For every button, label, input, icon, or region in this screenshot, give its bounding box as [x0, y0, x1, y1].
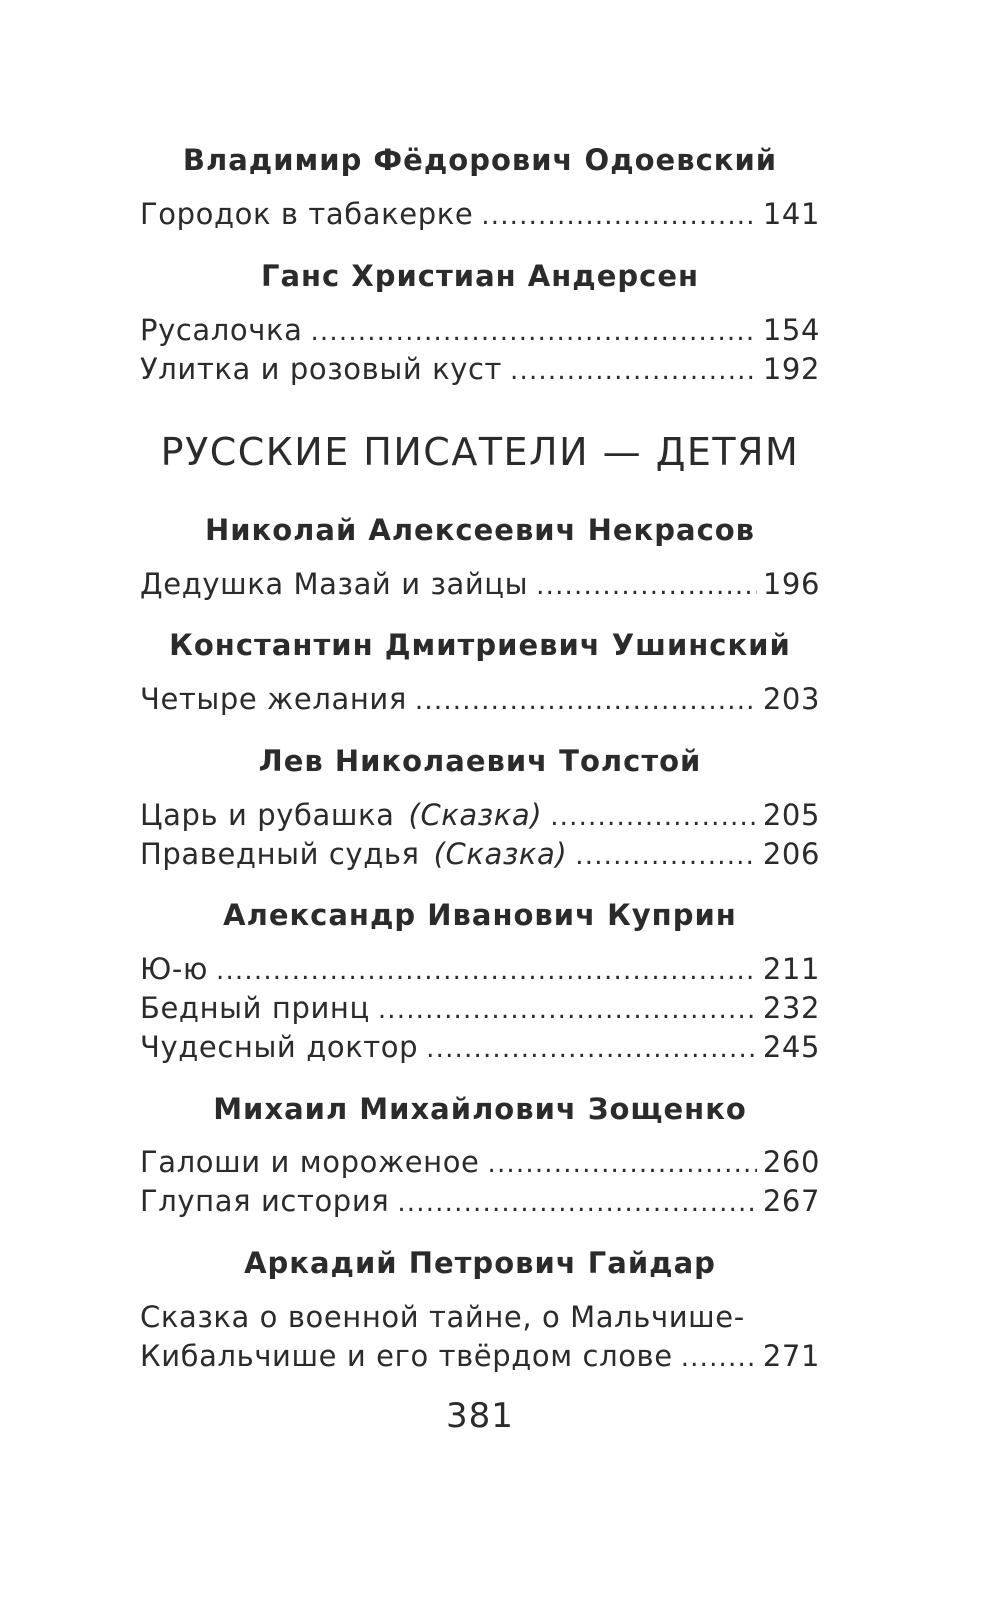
entry-title: Глупая история	[140, 1184, 390, 1218]
toc-entry[interactable]	[140, 1144, 820, 1180]
dot-leader	[426, 1031, 757, 1067]
entry-title: Дедушка Мазай и зайцы	[140, 567, 529, 601]
toc-entry[interactable]	[140, 566, 820, 602]
entry-title: Галоши и мороженое	[140, 1145, 480, 1179]
entry-page-number: 211	[762, 952, 820, 986]
entry-page-number: 260	[762, 1145, 820, 1179]
dot-leader	[536, 568, 757, 604]
entry-title: Бедный принц	[140, 991, 370, 1025]
dot-leader	[415, 683, 757, 719]
entry-title: Городок в табакерке	[140, 197, 474, 231]
entry-title: Четыре желания	[140, 682, 407, 716]
dot-leader	[575, 838, 757, 874]
author-heading: Михаил Михайлович Зощенко	[213, 1092, 747, 1126]
entry-title: Ю-ю	[140, 952, 208, 986]
entry-note: (Сказка)	[433, 837, 568, 871]
author-heading: Лев Николаевич Толстой	[258, 744, 702, 778]
entry-title: Улитка и розовый куст	[140, 352, 503, 386]
entry-page-number: 203	[762, 682, 820, 716]
entry-page-number: 205	[762, 798, 820, 832]
dot-leader	[216, 953, 757, 989]
entry-note: (Сказка)	[408, 798, 543, 832]
toc-entry[interactable]	[140, 196, 820, 232]
entry-page-number: 245	[762, 1030, 820, 1064]
entry-title: Кибальчише и его твёрдом слове	[140, 1339, 673, 1373]
dot-leader	[488, 1146, 757, 1182]
entry-page-number: 196	[762, 567, 820, 601]
toc-entry[interactable]	[140, 990, 820, 1026]
entry-title: Русалочка	[140, 313, 303, 347]
entry-title: Чудесный доктор	[140, 1030, 419, 1064]
entry-page-number: 206	[762, 837, 820, 871]
author-heading: Ганс Христиан Андерсен	[260, 259, 700, 293]
dot-leader	[481, 198, 757, 234]
dot-leader	[397, 1185, 757, 1221]
toc-entry[interactable]	[140, 1183, 820, 1219]
author-heading: Николай Алексеевич Некрасов	[204, 513, 756, 547]
entry-title: Праведный судья	[140, 837, 420, 871]
entry-page-number: 271	[762, 1339, 820, 1373]
entry-page-number: 267	[762, 1184, 820, 1218]
author-heading: Александр Иванович Куприн	[223, 898, 737, 932]
toc-entry[interactable]	[140, 836, 820, 872]
entry-page-number: 232	[762, 991, 820, 1025]
toc-entry[interactable]	[140, 681, 820, 717]
toc-entry[interactable]	[140, 1029, 820, 1065]
dot-leader	[681, 1340, 757, 1376]
dot-leader	[510, 353, 757, 389]
entry-page-number: 141	[762, 197, 820, 231]
contents-page	[140, 0, 820, 1615]
author-heading: Аркадий Петрович Гайдар	[244, 1246, 716, 1280]
dot-leader	[310, 314, 756, 350]
page-number: 381	[446, 1396, 514, 1436]
entry-title-line[interactable]: Сказка о военной тайне, о Мальчише-	[140, 1300, 745, 1334]
entry-page-number: 192	[762, 352, 820, 386]
toc-entry[interactable]	[140, 1338, 820, 1374]
author-heading: Владимир Фёдорович Одоевский	[182, 143, 778, 177]
toc-entry[interactable]	[140, 951, 820, 987]
toc-entry[interactable]	[140, 351, 820, 387]
dot-leader	[378, 992, 757, 1028]
author-heading: Константин Дмитриевич Ушинский	[169, 628, 791, 662]
toc-entry[interactable]	[140, 797, 820, 833]
dot-leader	[550, 799, 757, 835]
section-heading: РУССКИЕ ПИСАТЕЛИ — ДЕТЯМ	[160, 430, 800, 474]
toc-entry[interactable]	[140, 312, 820, 348]
entry-page-number: 154	[762, 313, 820, 347]
entry-title: Царь и рубашка	[140, 798, 395, 832]
